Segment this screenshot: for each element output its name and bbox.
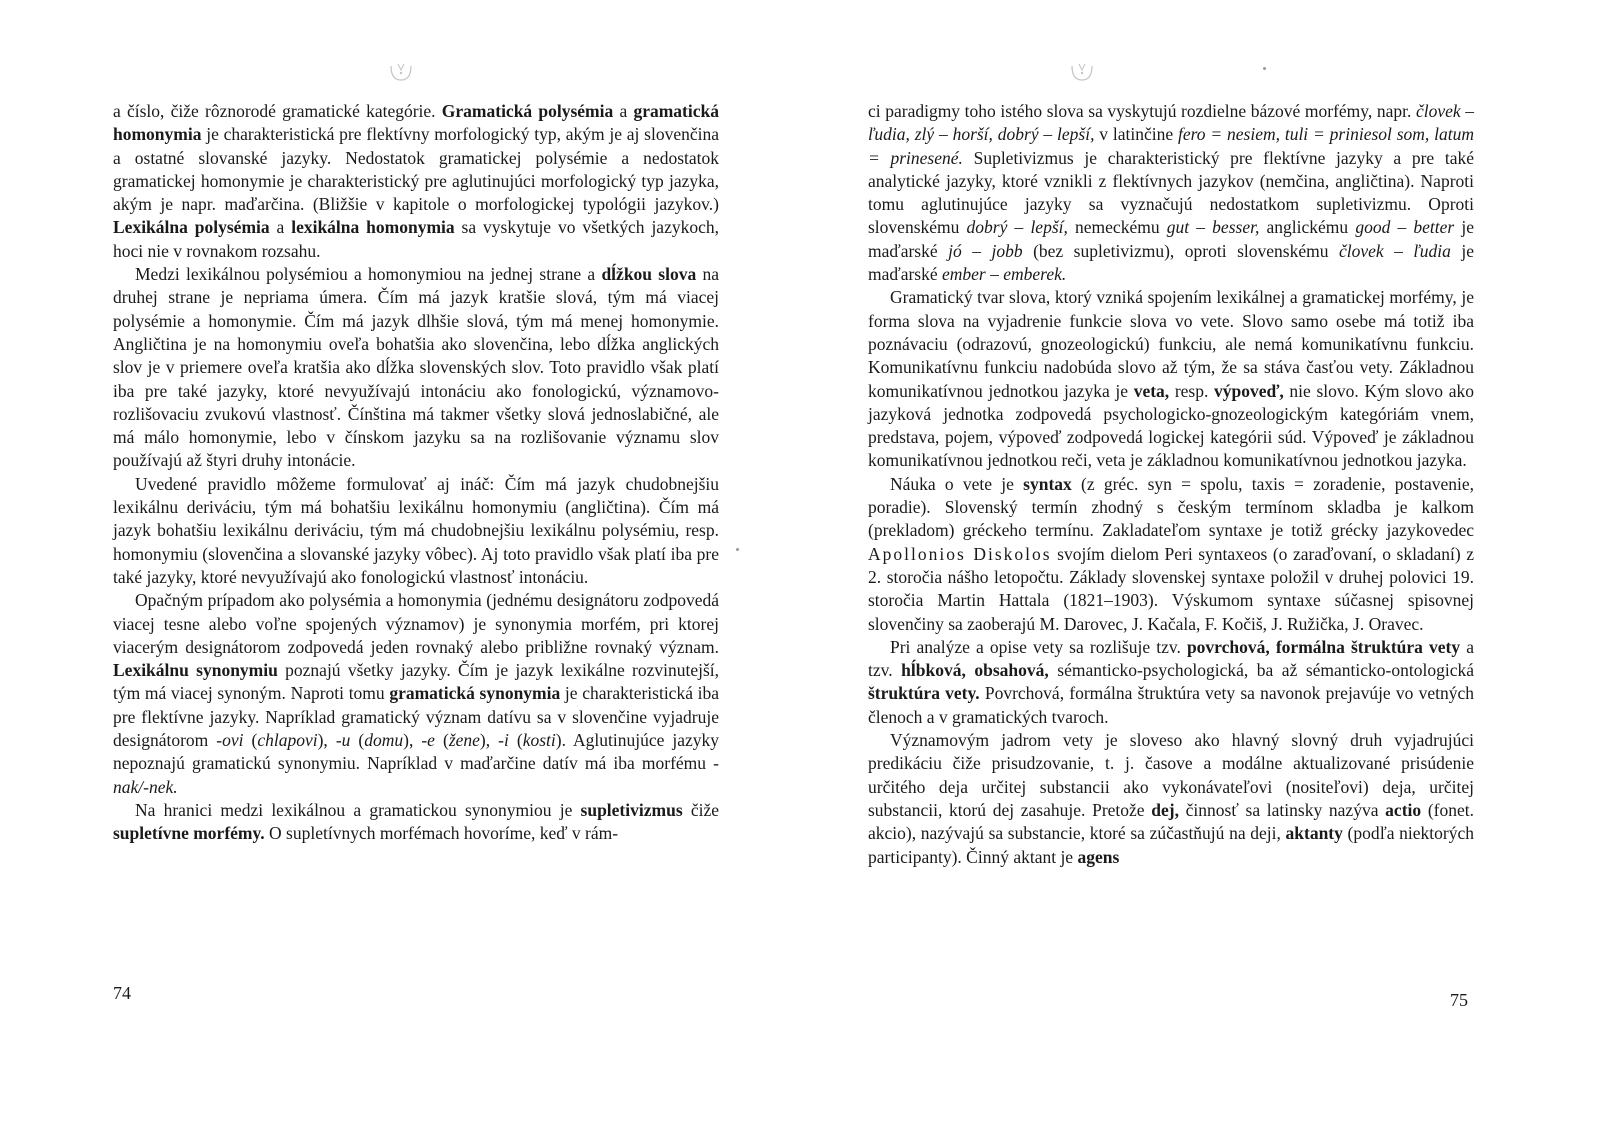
bold-term: lexikálna homonymia (291, 217, 455, 238)
bold-term: Gramatická polysémia (441, 101, 614, 121)
text-run: ), (479, 730, 499, 751)
paragraph (868, 286, 1474, 472)
text-run: a (613, 101, 634, 121)
scan-speck (736, 548, 739, 551)
right-page-number: 75 (1450, 990, 1468, 1010)
text-run: ( (350, 730, 365, 751)
bold-term: Lexikálnu synonymiu (113, 660, 278, 681)
text-run: sémanticko-psychologická, ba až sémanticko-ontologická (1048, 660, 1474, 681)
text-run: ci paradigmy toho istého slova sa vyskytujú rozdielne bázové morfémy, napr. (868, 101, 1416, 121)
bold-term: dĺžkou slova (601, 264, 697, 285)
text-run: Na hranici medzi lexikálnou a gramatickou synonymiou je (135, 799, 581, 820)
bold-term: Lexikálna polysémia (113, 217, 270, 238)
text-run: je charakteristická pre flektívny morfologický typ, akým je aj slovenčina a ostatné slovanské jazyky. Nedostatok gramatickej polysémie a nedostatok gramatickej homonymie je charakteristický pre aglutinujúci morfologický typ jazyka, akým je napr. maďarčina. (Bližšie v kapitole o morfologickej typológii jazykov.) (113, 124, 719, 215)
text-run: nie slovo. Kým slovo ako jazyková jednotka zodpovedá psychologicko-gnozeologickým kategóriám vnem, predstava, pojem, výpoveď zodpovedá logickej kategórii súd. Výpoveď je základnou komunikatívnou jednotkou reči, veta je základnou komunikatívnou jednotkou jazyka. (868, 380, 1474, 471)
text-run: ). Aglutinujúce jazyky nepoznajú gramatickú synonymiu. Napríklad v maďarčine datív má iba morfému (113, 730, 720, 774)
text-run: v latinčine (1094, 124, 1178, 145)
text-run: a (269, 217, 292, 238)
page-ornament-left (387, 58, 415, 84)
text-run: Náuka o vete je (890, 473, 1024, 494)
text-run: je maďarské (868, 240, 1474, 285)
text-run: ), (403, 730, 422, 751)
text-run: Medzi lexikálnou polysémiou a homonymiou na jednej strane a (135, 264, 602, 285)
text-run: čiže (682, 799, 719, 820)
text-run: je charakteristická iba pre flektívne jazyky. Napríklad gramatický význam datívu sa v slovenčine vyjadruje designátorom (113, 683, 720, 751)
text-run: Povrchová, formálna štruktúra vety sa navonok prejavúje vo vetných členoch a v gramatických tvaroch. (868, 683, 1474, 727)
text-run: Gramatický tvar slova, ktorý vzniká spojením lexikálnej a gramatickej morfémy, je forma slova na vyjadrenie funkcie slova vo vete. Slovo samo osebe má totiž iba poznávaciu (odrazovú, gnozeologickú) funkciu, ale nemá komunikatívnu funkciu. Komunikatívnu funkciu nadobúda slovo až tým, že sa stáva časťou vety. Základnou komunikatívnou jednotkou jazyka je (868, 287, 1474, 401)
bold-term: štruktúra vety. (868, 683, 980, 704)
bold-term: supletivizmus (580, 799, 683, 820)
page-ornament-right (1068, 58, 1096, 84)
text-run: Významovým jadrom vety je sloveso ako hlavný slovný druh vyjadrujúci predikáciu čiže prisudzovanie, t. j. časove a modálne aktualizované prisúdenie určitého deja určitej substancii ako vykonávateľovi (nositeľovi) deja, určitej substancii, ktorú dej zasahuje. Pretože (868, 730, 1474, 820)
text-run: sa vyskytuje vo všetkých jazykoch, hoci nie v rovnakom rozsahu. (113, 217, 719, 261)
bold-term: dej, (1151, 799, 1179, 820)
text-run: Uvedené pravidlo môžeme formulovať aj ináč: Čím má jazyk chudobnejšiu lexikálnu deriváciu, tým má bohatšiu lexikálnu homonymiu (angličtina). Čím má jazyk bohatšiu lexikálnu deriváciu, tým má chudobnejšiu lexikálnu polysémiu, resp. homonymiu (slovenčina a slovanské jazyky vôbec). Aj toto pravidlo však platí iba pre také jazyky, ktoré nevyužívajú ako fonologickú vlastnosť intonáciu. (113, 473, 719, 587)
italic-term: ember – emberek. (942, 264, 1067, 285)
paragraph (113, 799, 719, 846)
paragraph (868, 636, 1474, 729)
italic-term: domu (364, 730, 404, 751)
bold-term: gramatická homonymia (113, 101, 719, 145)
text-run: nemeckému (1067, 217, 1167, 238)
italic-term: -ovi (216, 730, 244, 751)
bold-term: hĺbková, obsahová, (901, 660, 1049, 681)
paragraph (113, 473, 719, 589)
text-run: (z gréc. syn = spolu, taxis = zoradenie, postavenie, poradie). Slovenský termín zhodný s českým termínom skladba je kalkom (prekladom) gréckeho termínu. Zakladateľom syntaxe je totiž grécky jazykovedec (868, 473, 1474, 541)
text-run: Supletivizmus je charakteristický pre flektívne jazyky a pre také analytické jazyky, ktoré vznikli z flektívnych jazykov (nemčina, angličtina). Naproti tomu aglutinujúce jazyky sa vyznačujú nedostatkom supletivizmu. Oproti slovenskému (868, 147, 1475, 238)
italic-term: -nak/-nek. (113, 753, 719, 797)
spaced-name: Apollonios Diskolos (868, 543, 1052, 564)
left-page-number: 74 (113, 983, 131, 1003)
italic-term: good – better (1355, 217, 1455, 238)
paragraph (113, 263, 719, 473)
text-run: na druhej strane je nepriama úmera. Čím má jazyk kratšie slová, tým má viacej polysémie a homonymie. Čím má jazyk dlhšie slová, tým má menej homonymie. Angličtina je na homonymiu oveľa bohatšia ako slovenčina, lebo dĺžka anglických slov je v priemere oveľa kratšia ako dĺžka slovenských slov. Toto pravidlo však platí iba pre také jazyky, ktoré nevyužívajú intonáciu ako fonologickú, významovo-rozlišovaciu zvukovú vlastnosť. Čínština má takmer všetky slová jednoslabičné, ale má málo homonymie, lebo v čínskom jazyku sa na rozlišovanie významu slov používajú až štyri druhy intonácie. (113, 264, 719, 471)
text-run: a číslo, čiže rôznorodé gramatické kategórie. (113, 101, 442, 121)
italic-term: fero = nesiem, tuli = priniesol som, latum = prinesené. (868, 124, 1474, 168)
bold-term: povrchová, formálna štruktúra vety (1186, 636, 1461, 657)
text-run: anglickému (1259, 217, 1356, 238)
paragraph (868, 473, 1474, 636)
left-page-body (113, 100, 719, 846)
text-run: svojím dielom Peri syntaxeos (o zaraďovaní, o skladaní) z 2. storočia nášho letopočtu. Základy slovenskej syntaxe položil v druhej polovici 19. storočia Martin Hattala (1821–1903). Výskumom syntaxe súčasnej spisovnej slovenčiny sa zaoberajú M. Darovec, J. Kačala, F. Kočiš, J. Ružička, J. Oravec. (868, 543, 1474, 634)
italic-term: človek – ľudia, zlý – horší, dobrý – lepší, (868, 101, 1474, 145)
right-page-body (868, 100, 1474, 869)
text-run: ( (508, 730, 523, 751)
text-run: (podľa niektorých participanty). Činný aktant je (868, 823, 1474, 867)
paragraph (113, 589, 719, 799)
text-run: Opačným prípadom ako polysémia a homonymia (jednému designátoru zodpovedá viacej tesne alebo voľne spojených významov) je synonymia morfém, pri ktorej viacerým designátorom zodpovedá jeden rovnaký alebo približne rovnaký význam. (113, 590, 719, 657)
paragraph (113, 100, 719, 263)
text-run: ( (243, 730, 258, 751)
text-run: Pri analýze a opise vety sa rozlišuje tzv. (890, 636, 1187, 657)
bold-term: výpoveď, (1214, 380, 1284, 401)
paragraph (868, 100, 1474, 286)
italic-term: -e (421, 730, 435, 751)
text-run: O supletívnych morfémach hovoríme, keď v rám- (264, 823, 619, 844)
bold-term: veta, (1133, 380, 1170, 401)
text-run: ), (317, 730, 336, 751)
bold-term: gramatická synonymia (389, 683, 561, 704)
bold-term: syntax (1023, 473, 1072, 494)
text-run: (fonet. akcio), nazývajú sa substancie, ktoré sa zúčastňujú na deji, (868, 799, 1474, 844)
italic-term: žene (448, 730, 480, 751)
italic-term: jó – jobb (948, 240, 1023, 261)
italic-term: dobrý – lepší, (966, 217, 1068, 238)
italic-term: gut – besser, (1166, 217, 1260, 238)
bold-term: aktanty (1285, 823, 1343, 844)
text-run: činnosť sa latinsky nazýva (1178, 799, 1386, 820)
text-run: a tzv. (868, 636, 1474, 681)
text-run: je maďarské (868, 217, 1474, 261)
text-run: poznajú všetky jazyky. Čím je jazyk lexikálne rozvinutejší, tým má viacej synoným. Naproti tomu (113, 660, 719, 704)
italic-term: človek – ľudia (1338, 240, 1451, 261)
text-run: (bez supletivizmu), oproti slovenskému (1022, 240, 1339, 261)
text-run: resp. (1169, 380, 1215, 401)
text-run: ( (434, 730, 449, 751)
italic-term: -u (335, 730, 351, 751)
bold-term: actio (1385, 799, 1422, 820)
scan-speck (1263, 67, 1266, 70)
paragraph (868, 729, 1474, 869)
bold-term: agens (1077, 846, 1120, 867)
italic-term: kosti (522, 730, 556, 751)
italic-term: -i (498, 730, 509, 751)
bold-term: supletívne morfémy. (113, 823, 265, 844)
italic-term: chlapovi (257, 730, 318, 751)
